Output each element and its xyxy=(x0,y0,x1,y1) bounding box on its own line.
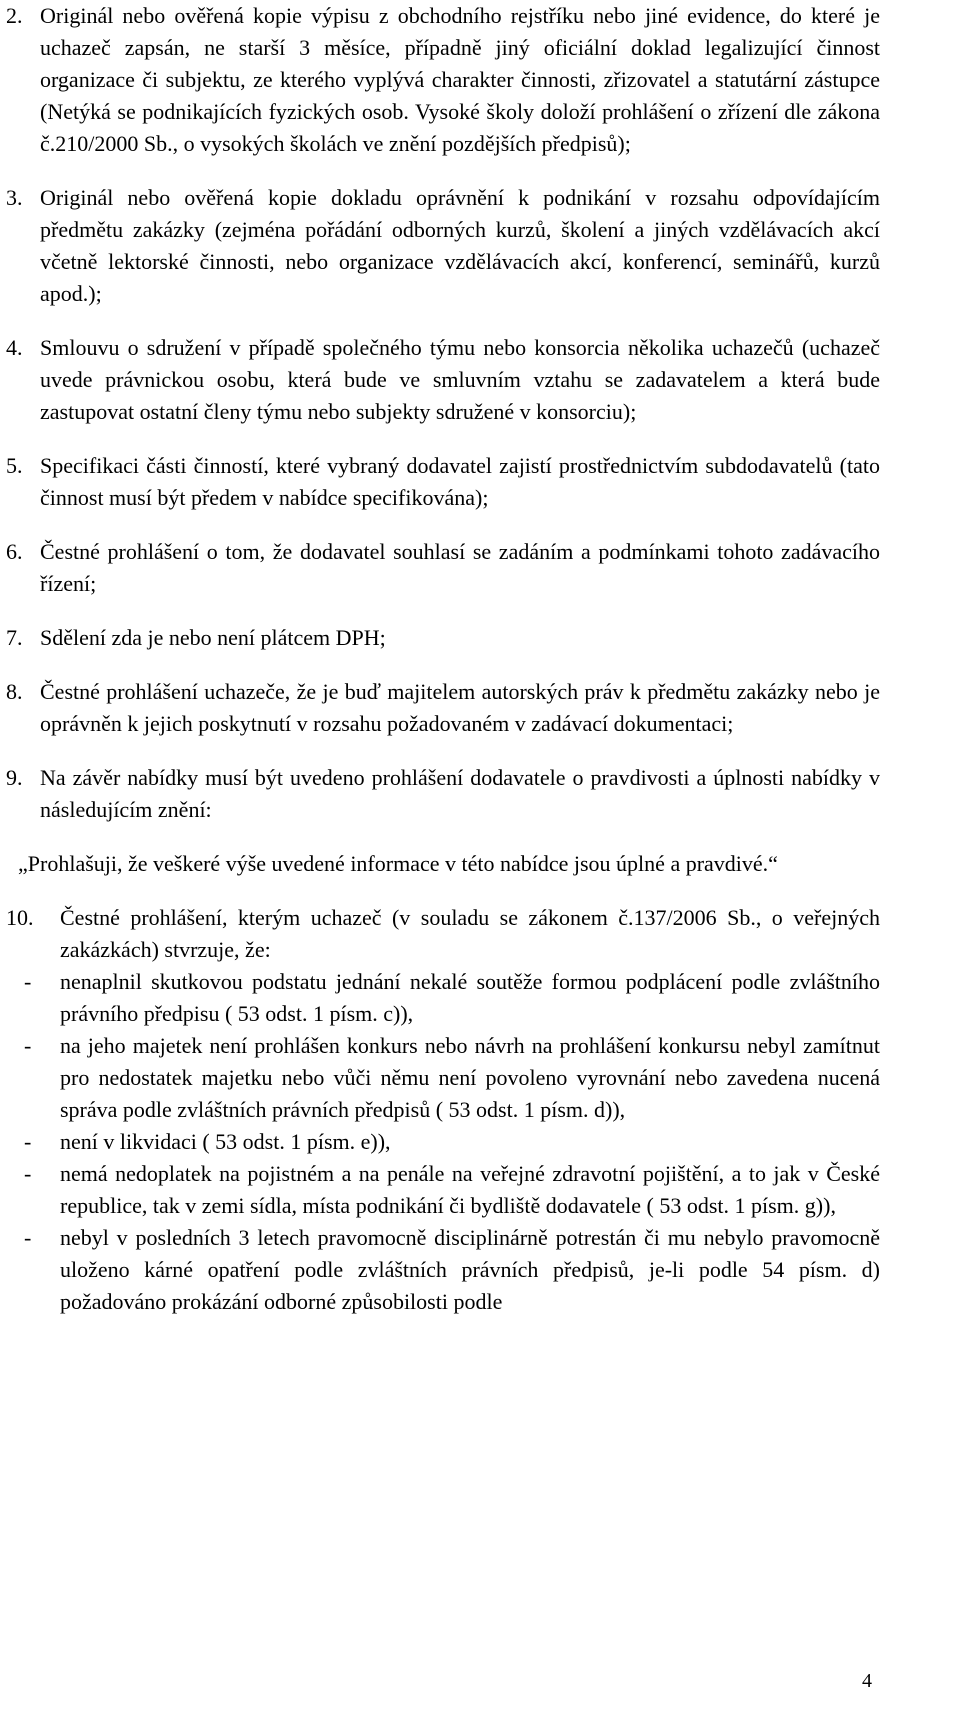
list-item xyxy=(6,966,880,1030)
bullet-dash: - xyxy=(24,1225,32,1250)
item-text: Specifikaci části činností, které vybraný dodavatel zajistí prostřednictvím subdodavatelů (tato činnost musí být předem v nabídce specifikována); xyxy=(40,453,880,510)
item-text: Čestné prohlášení, kterým uchazeč (v souladu se zákonem č.137/2006 Sb., o veřejných zakázkách) stvrzuje, že: xyxy=(60,905,880,962)
item-number: 5. xyxy=(6,453,23,478)
list-item-3 xyxy=(6,182,880,310)
bullet-dash: - xyxy=(24,1129,32,1154)
list-item-7 xyxy=(6,622,880,654)
declaration-quote: „Prohlašuji, že veškeré výše uvedené informace v této nabídce jsou úplné a pravdivé.“ xyxy=(18,851,778,876)
bullet-dash: - xyxy=(24,1161,32,1186)
list-item-6 xyxy=(6,536,880,600)
list-item-9 xyxy=(6,762,880,826)
bullet-text: na jeho majetek není prohlášen konkurs nebo návrh na prohlášení konkursu nebyl zamítnut pro nedostatek majetku nebo vůči němu není povoleno vyrovnání nebo zavedena nucená správa podle zvláštních právních předpisů ( 53 odst. 1 písm. d)), xyxy=(60,1033,880,1122)
item-text: Čestné prohlášení uchazeče, že je buď majitelem autorských práv k předmětu zakázky nebo je oprávněn k jejich poskytnutí v rozsahu požadovaném v zadávací dokumentaci; xyxy=(40,679,880,736)
item-number: 9. xyxy=(6,765,23,790)
page-number: 4 xyxy=(862,1670,872,1692)
item-number: 8. xyxy=(6,679,23,704)
list-item-10 xyxy=(6,902,880,966)
item-text: Na závěr nabídky musí být uvedeno prohlášení dodavatele o pravdivosti a úplnosti nabídky v následujícím znění: xyxy=(40,765,880,822)
list-item xyxy=(6,1126,880,1158)
bullet-dash: - xyxy=(24,1033,32,1058)
list-item-8 xyxy=(6,676,880,740)
item-text: Smlouvu o sdružení v případě společného týmu nebo konsorcia několika uchazečů (uchazeč uvede právnickou osobu, která bude ve smluvním vztahu se zadavatelem a která bude zastupovat ostatní členy týmu nebo subjekty sdružené v konsorciu); xyxy=(40,335,880,424)
bullet-text: nemá nedoplatek na pojistném a na penále na veřejné zdravotní pojištění, a to jak v České republice, tak v zemi sídla, místa podnikání či bydliště dodavatele ( 53 odst. 1 písm. g)), xyxy=(60,1161,880,1218)
list-item-2 xyxy=(6,0,880,160)
item-text: Sdělení zda je nebo není plátcem DPH; xyxy=(40,625,386,650)
item-text: Originál nebo ověřená kopie dokladu oprávnění k podnikání v rozsahu odpovídajícím předmětu zakázky (zejména pořádání odborných kurzů, školení a jiných vzdělávacích akcí včetně lektorské činnosti, nebo organizace vzdělávacích akcí, konferencí, seminářů, kurzů apod.); xyxy=(40,185,880,306)
list-item xyxy=(6,1030,880,1126)
item-number: 7. xyxy=(6,625,23,650)
item-text: Originál nebo ověřená kopie výpisu z obchodního rejstříku nebo jiné evidence, do které je uchazeč zapsán, ne starší 3 měsíce, případně jiný oficiální doklad legalizující činnost organizace či subjektu, ze kterého vyplývá charakter činnosti, zřizovatel a statutární zástupce (Netýká se podnikajících fyzických osob. Vysoké školy doloží prohlášení o zřízení dle zákona č.210/2000 Sb., o vysokých školách ve znění pozdějších předpisů); xyxy=(40,3,880,156)
item-number: 4. xyxy=(6,335,23,360)
bullet-text: nebyl v posledních 3 letech pravomocně disciplinárně potrestán či mu nebylo pravomocně uloženo kárné opatření podle zvláštních právních předpisů, je-li podle 54 písm. d) požadováno prokázání odborné způsobilosti podle xyxy=(60,1225,880,1314)
bullet-text: není v likvidaci ( 53 odst. 1 písm. e)), xyxy=(60,1129,391,1154)
item-number: 2. xyxy=(6,3,23,28)
declaration-bullet-list xyxy=(6,966,880,1318)
list-item xyxy=(6,1158,880,1222)
item-number: 10. xyxy=(6,905,34,930)
item-text: Čestné prohlášení o tom, že dodavatel souhlasí se zadáním a podmínkami tohoto zadávacího řízení; xyxy=(40,539,880,596)
bullet-text: nenaplnil skutkovou podstatu jednání nekalé soutěže formou podplácení podle zvláštního právního předpisu ( 53 odst. 1 písm. c)), xyxy=(60,969,880,1026)
list-item xyxy=(6,1222,880,1318)
bullet-dash: - xyxy=(24,969,32,994)
list-item-5 xyxy=(6,450,880,514)
document-body xyxy=(6,0,880,1318)
list-item-4 xyxy=(6,332,880,428)
item-number: 3. xyxy=(6,185,23,210)
item-number: 6. xyxy=(6,539,23,564)
